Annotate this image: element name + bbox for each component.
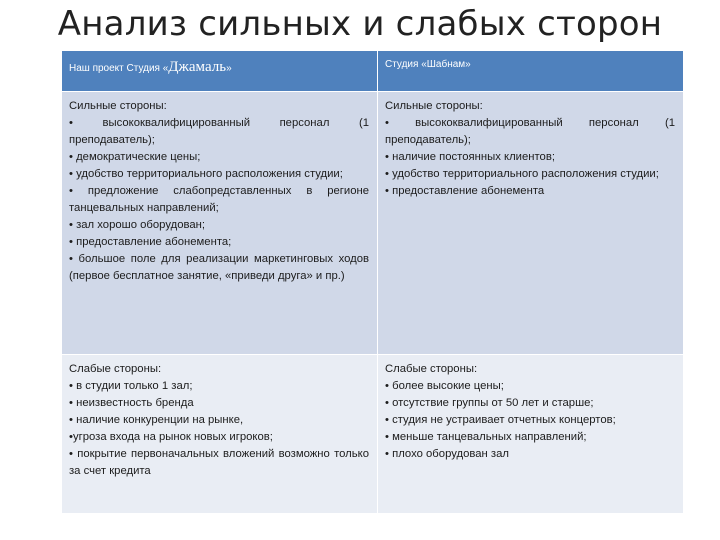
list-item: • покрытие первоначальных вложений возможно только за счет кредита xyxy=(69,448,369,477)
header-cell-competitor xyxy=(378,51,684,92)
table-header-row xyxy=(62,51,684,92)
list-item: • высококвалифицированный персонал (1 преподаватель); xyxy=(69,117,369,146)
weaknesses-left-label: Слабые стороны: xyxy=(69,363,162,375)
header-left-brand: Джамаль xyxy=(168,59,227,75)
header-cell-our-project xyxy=(62,51,378,92)
list-item: • высококвалифицированный персонал (1 преподаватель); xyxy=(385,117,675,146)
list-item: • предоставление абонемента xyxy=(385,185,545,197)
list-item: • предоставление абонемента; xyxy=(69,236,232,248)
table-row-strengths xyxy=(62,92,684,355)
strengths-left-label: Сильные стороны: xyxy=(69,100,167,112)
page-title: Анализ сильных и слабых сторон xyxy=(57,4,663,44)
list-item: • более высокие цены; xyxy=(385,380,504,392)
list-item: • студия не устраивает отчетных концертов; xyxy=(385,414,616,426)
list-item: • неизвестность бренда xyxy=(69,397,194,409)
list-item: • демократические цены; xyxy=(69,151,201,163)
weaknesses-cell-right xyxy=(378,355,684,514)
list-item: • предложение слабопредставленных в регионе танцевальных направлений; xyxy=(69,185,369,214)
header-left-prefix: Наш проект Студия « xyxy=(69,63,169,74)
strengths-cell-right xyxy=(378,92,684,355)
list-item: • наличие постоянных клиентов; xyxy=(385,151,555,163)
list-item: •угроза входа на рынок новых игроков; xyxy=(69,431,273,443)
list-item: • меньше танцевальных направлений; xyxy=(385,431,587,443)
list-item: • удобство территориального расположения студии; xyxy=(69,168,343,180)
list-item: • большое поле для реализации маркетинговых ходов (первое бесплатное занятие, «приведи друга» и пр.) xyxy=(69,253,369,282)
header-left-suffix: » xyxy=(226,63,232,74)
list-item: • плохо оборудован зал xyxy=(385,448,509,460)
list-item: • наличие конкуренции на рынке, xyxy=(69,414,244,426)
list-item: • отсутствие группы от 50 лет и старше; xyxy=(385,397,594,409)
table-row-weaknesses xyxy=(62,355,684,514)
swot-comparison-table xyxy=(61,50,684,514)
list-item: • удобство территориального расположения студии; xyxy=(385,168,659,180)
list-item: • зал хорошо оборудован; xyxy=(69,219,206,231)
strengths-cell-left xyxy=(62,92,378,355)
weaknesses-cell-left xyxy=(62,355,378,514)
strengths-right-label: Сильные стороны: xyxy=(385,100,483,112)
header-right-label: Студия «Шабнам» xyxy=(385,59,471,70)
weaknesses-right-label: Слабые стороны: xyxy=(385,363,478,375)
list-item: • в студии только 1 зал; xyxy=(69,380,193,392)
